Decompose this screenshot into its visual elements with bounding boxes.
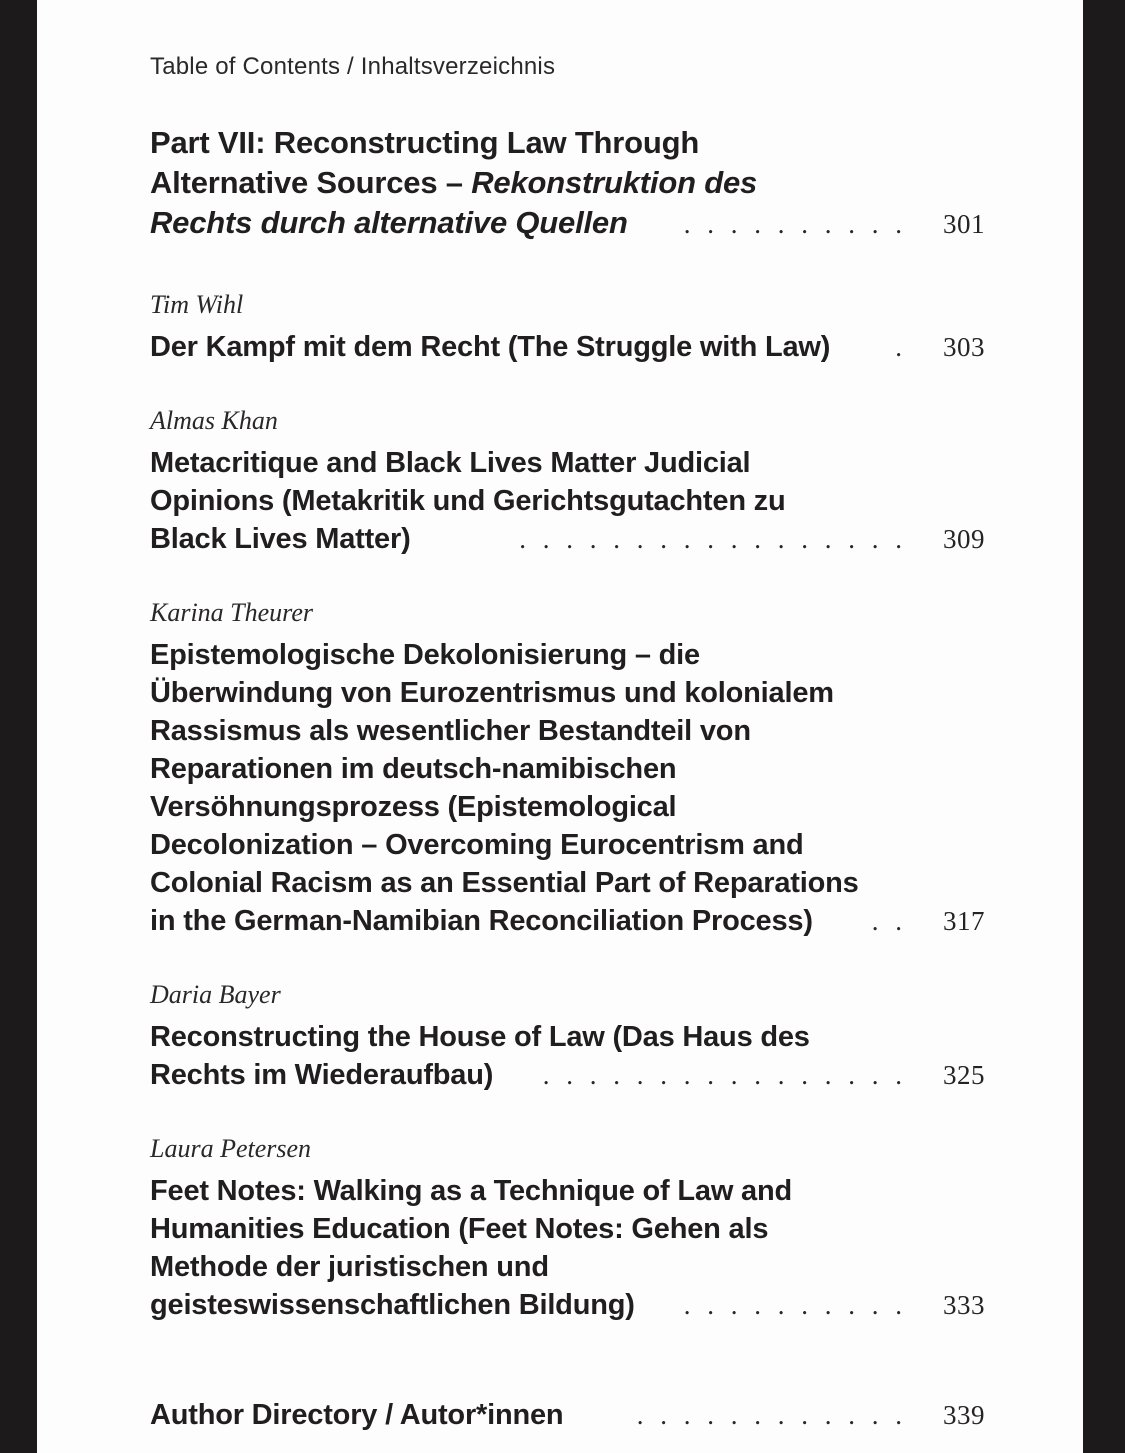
entry-title xyxy=(150,328,985,366)
entry-title-text: geisteswissenschaftlichen Bildung) xyxy=(150,1289,635,1321)
entry-author: Tim Wihl xyxy=(150,290,244,319)
entry-title-line: Colonial Racism as an Essential Part of Reparations xyxy=(150,867,859,899)
entry-title-line: Epistemologische Dekolonisierung – die xyxy=(150,639,700,671)
page-number: 309 xyxy=(943,524,985,554)
page-number: 301 xyxy=(943,209,985,239)
entry-title-text: Black Lives Matter) xyxy=(150,523,411,555)
toc-entry xyxy=(150,1134,985,1324)
entry-title-lastline xyxy=(150,520,985,558)
page-number: 317 xyxy=(943,906,985,936)
author-directory-entry xyxy=(150,1396,985,1434)
dot-leader: . . . . . . . . . . . . . . . . xyxy=(542,1060,907,1090)
entry-title-line: Versöhnungsprozess (Epistemological xyxy=(150,791,677,823)
entry-title-lastline xyxy=(150,902,985,940)
entry-title xyxy=(150,444,985,558)
entry-title xyxy=(150,1018,985,1094)
entry-title-text: Der Kampf mit dem Recht (The Struggle with Law) xyxy=(150,331,831,363)
entry-title-lastline xyxy=(150,328,985,366)
document-page xyxy=(37,0,1083,1453)
page-number: 303 xyxy=(943,332,985,362)
entry-title-line: Rassismus als wesentlicher Bestandteil von xyxy=(150,715,751,747)
entry-title-text: Rechts im Wiederaufbau) xyxy=(150,1059,494,1091)
part-heading-line-2 xyxy=(150,163,985,203)
screen-edge-left xyxy=(0,0,37,1453)
toc-running-header: Table of Contents / Inhaltsverzeichnis xyxy=(150,53,556,80)
toc-entry xyxy=(150,598,985,940)
entry-title-line: Überwindung von Eurozentrismus und kolonialem xyxy=(150,677,834,709)
dot-leader: . xyxy=(895,332,907,362)
dot-leader: . . . . . . . . . . xyxy=(683,209,907,239)
entry-title xyxy=(150,1172,985,1324)
part-heading-line-1: Part VII: Reconstructing Law Through xyxy=(150,125,700,160)
part-heading-line-3-italic: Rechts durch alternative Quellen xyxy=(150,205,628,240)
entry-title-line: Opinions (Metakritik und Gerichtsgutachten zu xyxy=(150,485,786,517)
part-heading-line-2-italic: Rekonstruktion des xyxy=(471,165,758,200)
entry-title-lastline xyxy=(150,1056,985,1094)
part-heading-line-3 xyxy=(150,203,985,244)
entry-title-line: Decolonization – Overcoming Eurocentrism and xyxy=(150,829,804,861)
entry-author: Almas Khan xyxy=(150,406,278,435)
page-number: 333 xyxy=(943,1290,985,1320)
entry-title-line: Methode der juristischen und xyxy=(150,1251,549,1283)
entry-title-line: Metacritique and Black Lives Matter Judicial xyxy=(150,447,751,479)
entry-author: Karina Theurer xyxy=(150,598,313,627)
author-directory-title: Author Directory / Autor*innen xyxy=(150,1399,564,1431)
dot-leader: . . xyxy=(871,906,907,936)
entry-title-line: Reconstructing the House of Law (Das Haus des xyxy=(150,1021,810,1053)
part-heading-line-2-plain: Alternative Sources – xyxy=(150,165,472,200)
dot-leader: . . . . . . . . . . xyxy=(683,1290,907,1320)
toc-entries xyxy=(150,290,985,1324)
entry-title-text: in the German-Namibian Reconciliation Process) xyxy=(150,905,813,937)
entry-title-lastline xyxy=(150,1286,985,1324)
dot-leader: . . . . . . . . . . . . . . . . . xyxy=(519,524,907,554)
screen-edge-right xyxy=(1083,0,1125,1453)
entry-title xyxy=(150,636,985,940)
toc-entry xyxy=(150,980,985,1094)
entry-title-line: Feet Notes: Walking as a Technique of Law and xyxy=(150,1175,792,1207)
entry-title-line: Humanities Education (Feet Notes: Gehen als xyxy=(150,1213,769,1245)
entry-title-line: Reparationen im deutsch-namibischen xyxy=(150,753,677,785)
toc-entry xyxy=(150,406,985,558)
part-heading xyxy=(150,123,985,244)
toc-entry xyxy=(150,290,985,366)
entry-author: Daria Bayer xyxy=(150,980,281,1009)
page-number: 339 xyxy=(943,1400,985,1430)
entry-author: Laura Petersen xyxy=(150,1134,312,1163)
dot-leader: . . . . . . . . . . . . xyxy=(636,1400,907,1430)
page-number: 325 xyxy=(943,1060,985,1090)
